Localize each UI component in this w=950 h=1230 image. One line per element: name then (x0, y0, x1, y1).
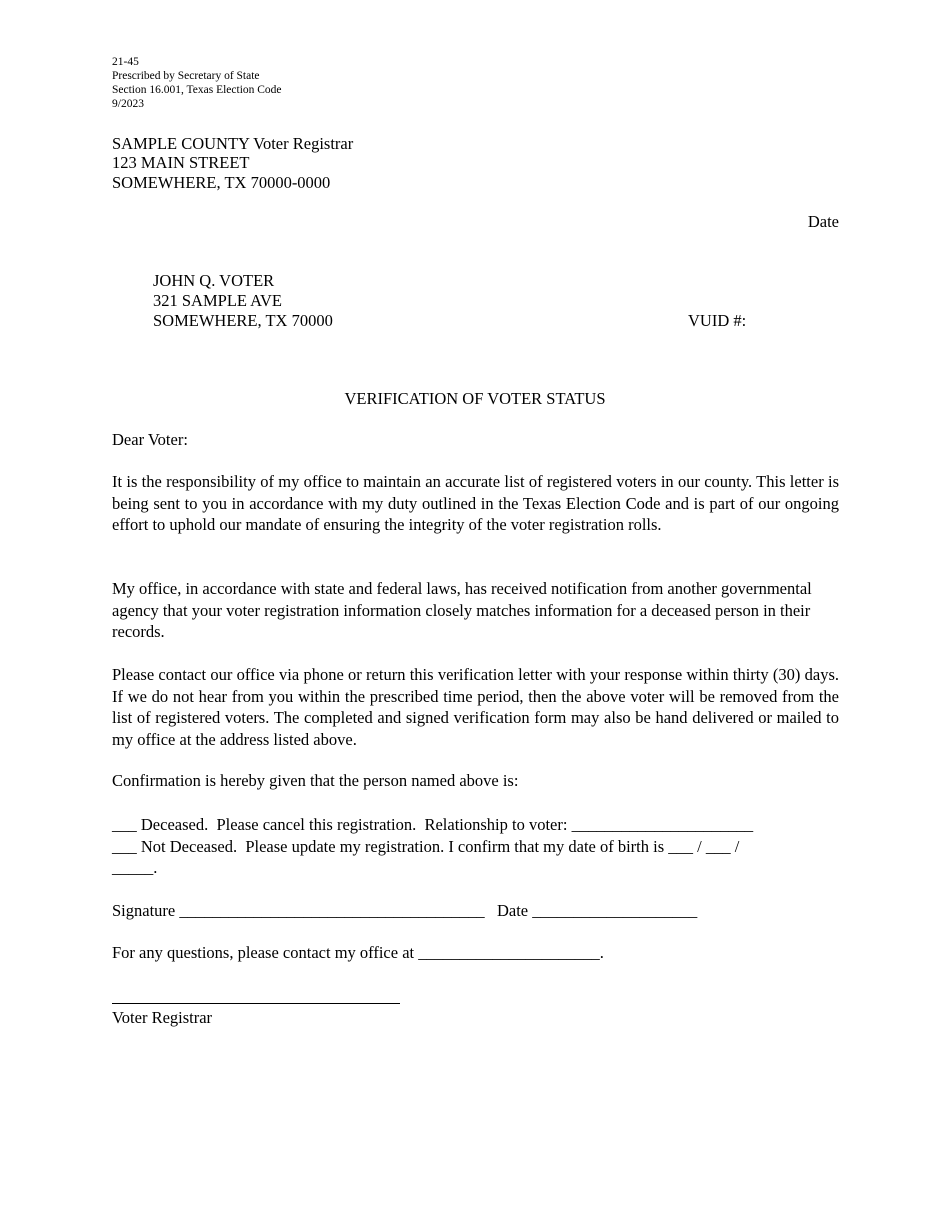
signature-date-line[interactable]: Signature _____________________________________ Date ____________________ (112, 901, 698, 920)
voter-street: 321 SAMPLE AVE (153, 291, 282, 310)
deceased-option[interactable]: ___ Deceased. Please cancel this registration. Relationship to voter: ______________________ (112, 815, 754, 834)
form-revision: 9/2023 (112, 98, 144, 110)
registrar-city: SOMEWHERE, TX 70000-0000 (112, 173, 331, 192)
voter-name: JOHN Q. VOTER (153, 271, 275, 290)
confirmation-intro: Confirmation is hereby given that the person named above is: (112, 771, 519, 790)
body-paragraph-2: My office, in accordance with state and federal laws, has received notification from another governmental agency that your voter registration information closely matches information for a deceased person in their records. (112, 579, 812, 641)
vuid-label: VUID #: (688, 311, 747, 330)
registrar-signature-rule (112, 1003, 400, 1004)
page-title: VERIFICATION OF VOTER STATUS (344, 389, 606, 408)
date-label: Date (807, 212, 839, 231)
form-number: 21-45 (112, 56, 139, 68)
voter-city: SOMEWHERE, TX 70000 (153, 311, 333, 330)
salutation: Dear Voter: (112, 430, 188, 449)
contact-line[interactable]: For any questions, please contact my office at ______________________. (112, 943, 604, 962)
body-paragraph-1: It is the responsibility of my office to maintain an accurate list of registered voters in our county. This letter is being sent to you in accordance with my duty outlined in the Texas Election Code and is part of our ongoing effort to uphold our mandate of ensuring the integrity of the voter registration rolls. (112, 472, 839, 534)
not-deceased-option[interactable]: ___ Not Deceased. Please update my registration. I confirm that my date of birth is ___ / ___ / (112, 837, 740, 856)
date-of-birth-year-blank[interactable]: _____. (112, 858, 158, 877)
body-paragraph-3: Please contact our office via phone or return this verification letter with your response within thirty (30) days. If we do not hear from you within the prescribed time period, then the above voter will be removed from the list of registered voters. The completed and signed verification form may also be hand delivered or mailed to my office at the address listed above. (112, 665, 839, 749)
registrar-street: 123 MAIN STREET (112, 153, 250, 172)
statute-section: Section 16.001, Texas Election Code (112, 84, 282, 96)
prescribed-by: Prescribed by Secretary of State (112, 70, 260, 82)
registrar-signature-label: Voter Registrar (112, 1008, 213, 1027)
registrar-name: SAMPLE COUNTY Voter Registrar (112, 134, 354, 153)
